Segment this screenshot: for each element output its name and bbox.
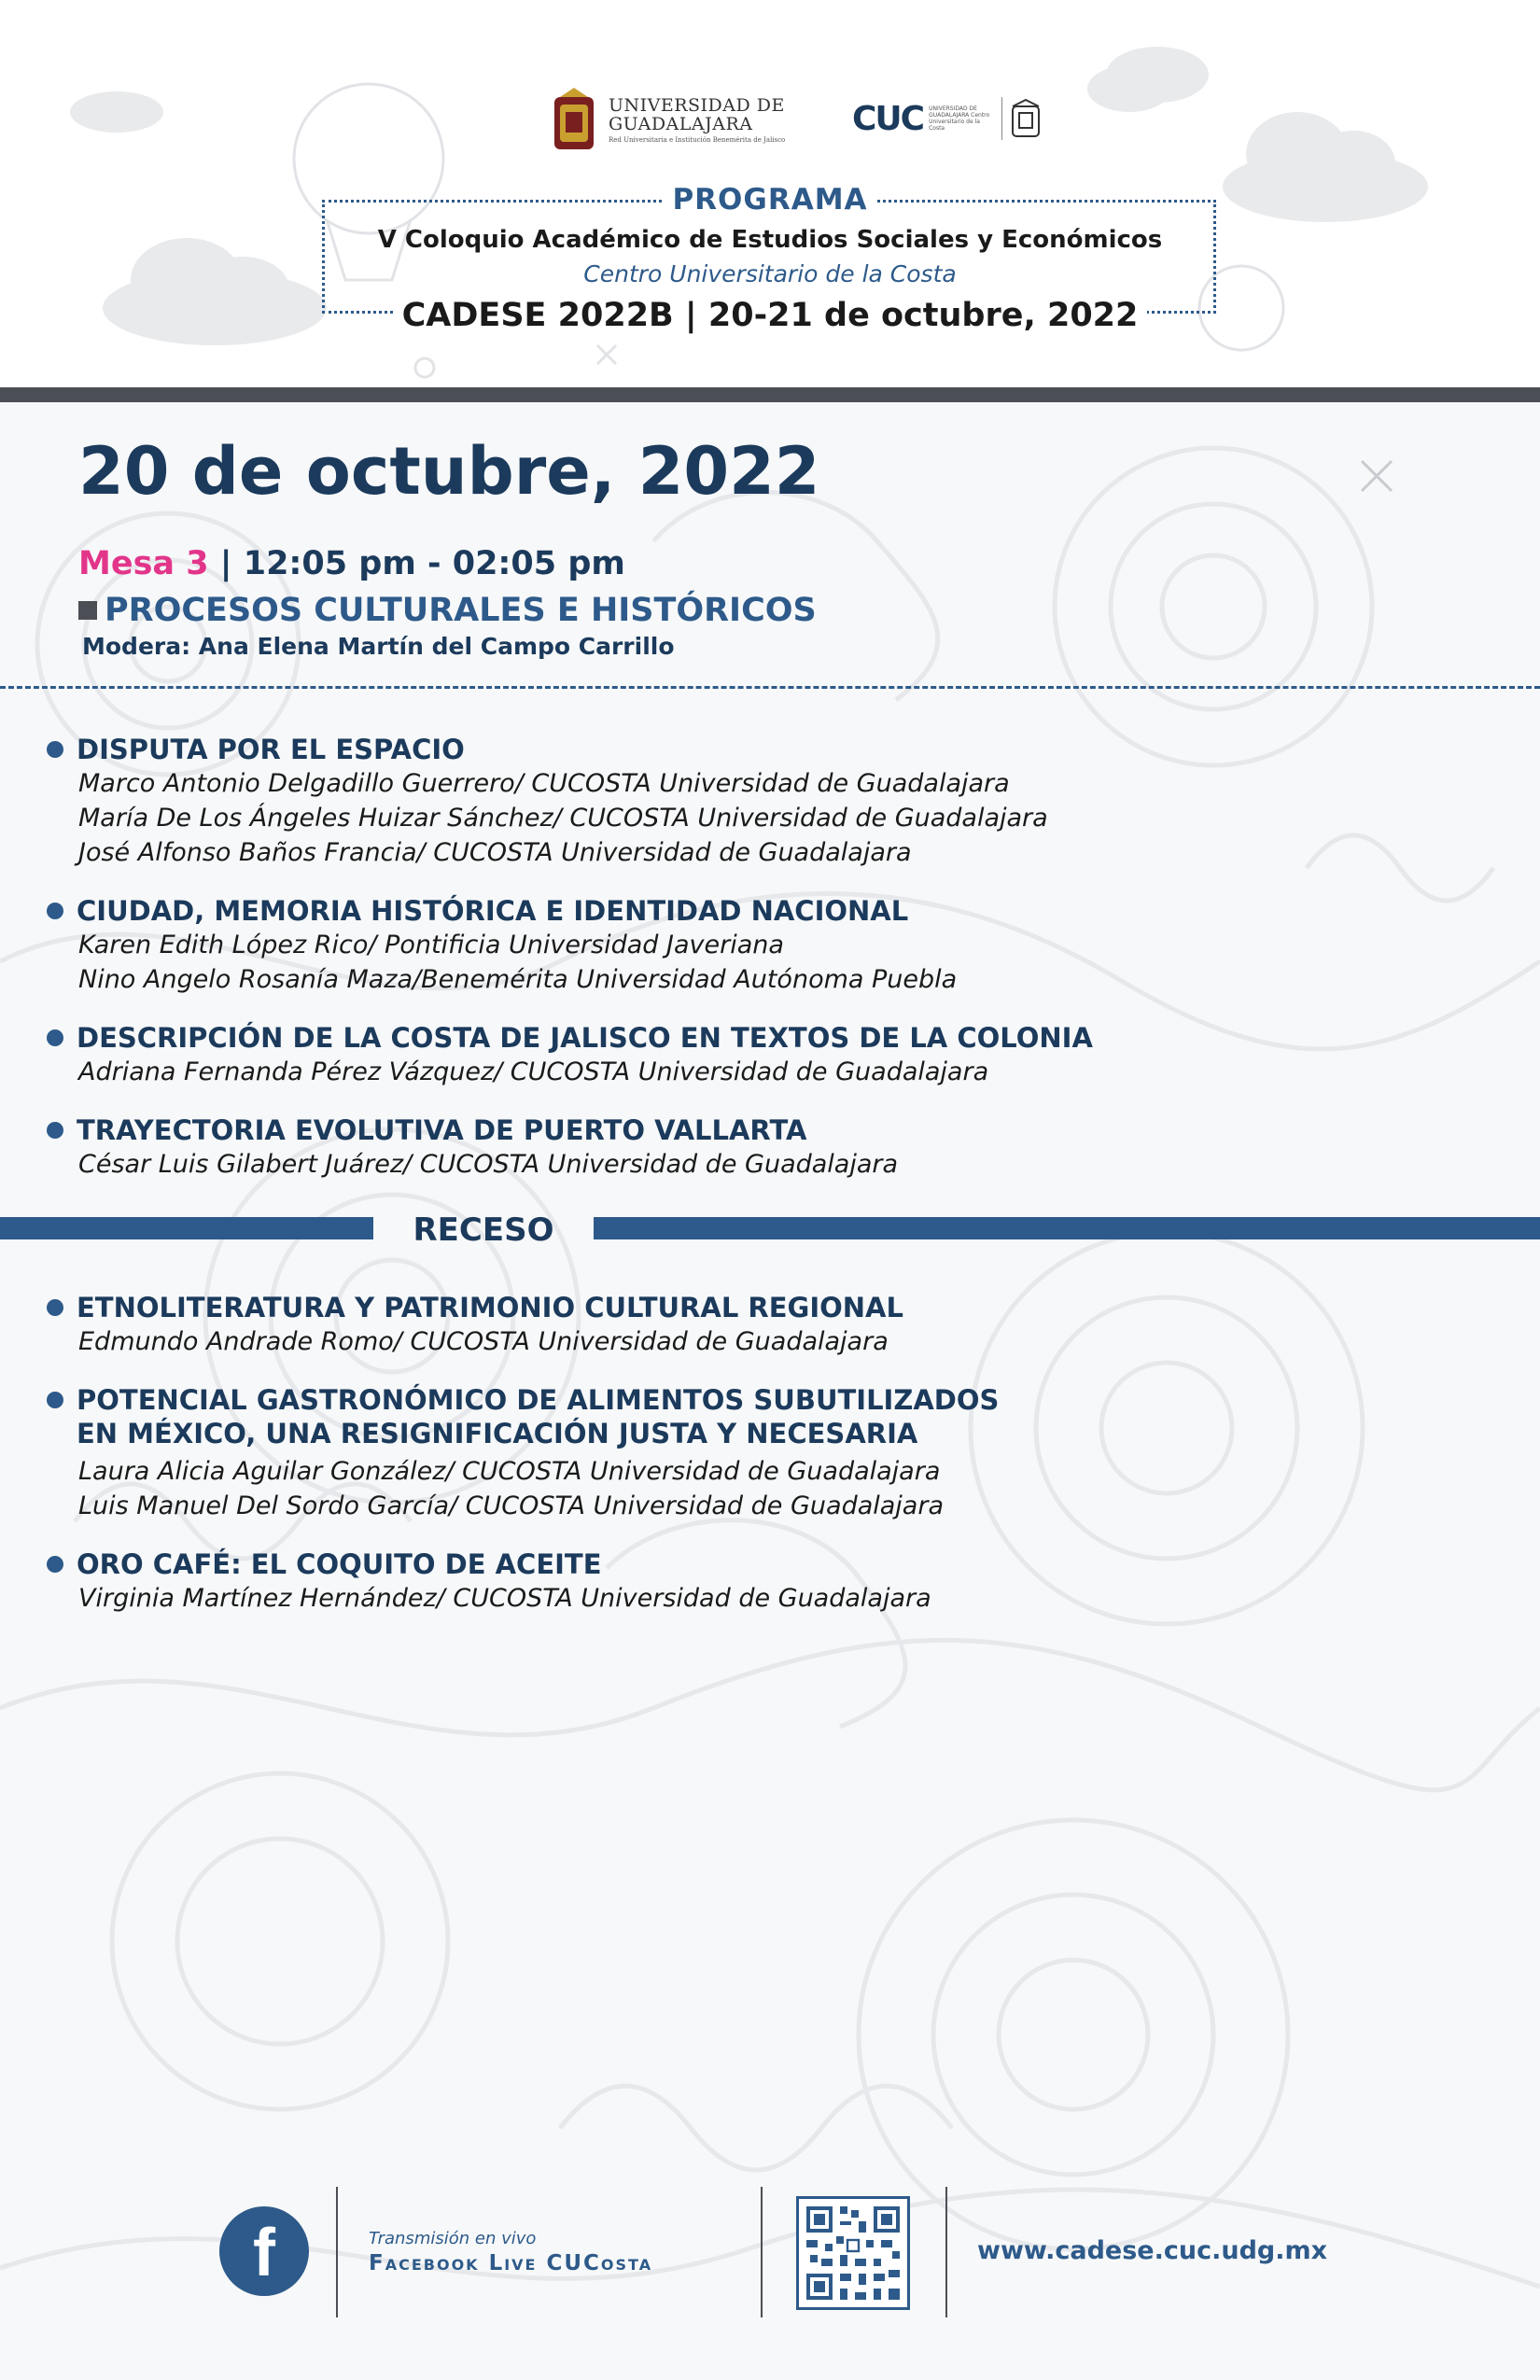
author: Nino Angelo Rosanía Maza/Benemérita Universidad Autónoma Puebla: [78, 965, 958, 994]
receso-bar-right: [594, 1217, 1540, 1239]
list-item: [45, 1291, 1501, 1359]
author: María De Los Ángeles Huizar Sánchez/ CUCOSTA Universidad de Guadalajara: [78, 804, 1048, 833]
author: José Alfonso Baños Francia/ CUCOSTA Universidad de Guadalajara: [78, 838, 912, 867]
paper-title-line2: EN MÉXICO, UNA RESIGNIFICACIÓN JUSTA Y NECESARIA: [77, 1418, 918, 1449]
author: César Luis Gilabert Juárez/ CUCOSTA Universidad de Guadalajara: [78, 1150, 899, 1179]
facebook-icon[interactable]: [219, 2206, 309, 2296]
bullet-dot-icon: [47, 1556, 63, 1573]
author: Laura Alicia Aguilar González/ CUCOSTA Universidad de Guadalajara: [78, 1457, 941, 1486]
list-item: [45, 733, 1501, 870]
receso-divider: [0, 1211, 1540, 1249]
mesa-line: [78, 545, 625, 582]
centro-title: Centro Universitario de la Costa: [583, 260, 957, 287]
paper-title: TRAYECTORIA EVOLUTIVA DE PUERTO VALLARTA: [77, 1114, 807, 1146]
paper-title: CIUDAD, MEMORIA HISTÓRICA E IDENTIDAD NACIONAL: [77, 895, 909, 927]
mesa-topic: [78, 592, 817, 629]
session-block-1: [45, 733, 1501, 1206]
udg-logo: [551, 86, 785, 155]
mesa-label: Mesa 3: [78, 545, 209, 582]
close-icon: [1358, 457, 1395, 495]
bullet-dot-icon: [47, 1029, 63, 1046]
mesa-time: | 12:05 pm - 02:05 pm: [208, 545, 625, 582]
cuc-mark: CUC: [852, 99, 924, 138]
receso-label: RECESO: [413, 1211, 554, 1249]
square-bullet-icon: [78, 601, 97, 620]
paper-title: DISPUTA POR EL ESPACIO: [77, 734, 465, 765]
list-item: [45, 1113, 1501, 1182]
paper-title: DESCRIPCIÓN DE LA COSTA DE JALISCO EN TEXTOS DE LA COLONIA: [77, 1022, 1093, 1054]
paper-title: ORO CAFÉ: EL COQUITO DE ACEITE: [77, 1548, 602, 1580]
programa-title: PROGRAMA: [663, 183, 876, 217]
bullet-dot-icon: [47, 903, 63, 919]
list-item: [45, 1021, 1501, 1089]
paper-title: POTENCIAL GASTRONÓMICO DE ALIMENTOS SUBUTILIZADOS: [77, 1384, 1000, 1416]
header: [0, 0, 1540, 387]
topic-label: PROCESOS CULTURALES E HISTÓRICOS: [105, 592, 817, 629]
author: Karen Edith López Rico/ Pontificia Universidad Javeriana: [78, 931, 784, 959]
author: Adriana Fernanda Pérez Vázquez/ CUCOSTA Universidad de Guadalajara: [78, 1057, 989, 1086]
coloquio-title: V Coloquio Académico de Estudios Sociales y Económicos: [377, 226, 1163, 254]
moderator: Modera: Ana Elena Martín del Campo Carrillo: [82, 633, 675, 660]
day-date: 20 de octubre, 2022: [78, 433, 820, 510]
footer-separator: [945, 2187, 947, 2317]
udg-line2: GUADALAJARA: [609, 113, 753, 134]
udg-line1: UNIVERSIDAD DE: [609, 94, 785, 116]
author: Edmundo Andrade Romo/ CUCOSTA Universidad de Guadalajara: [78, 1327, 889, 1356]
list-item: [45, 1547, 1501, 1616]
cadese-dates: CADESE 2022B | 20-21 de octubre, 2022: [393, 297, 1148, 334]
footer-separator: [761, 2187, 763, 2317]
bullet-dot-icon: [47, 1122, 63, 1139]
bullet-dot-icon: [47, 1392, 63, 1408]
author: Marco Antonio Delgadillo Guerrero/ CUCOSTA Universidad de Guadalajara: [78, 769, 1010, 798]
cuc-logo: [852, 97, 1042, 140]
footer-separator: [336, 2187, 338, 2317]
paper-title: ETNOLITERATURA Y PATRIMONIO CULTURAL REGIONAL: [77, 1292, 903, 1323]
udg-crest-small-icon: [1010, 99, 1042, 138]
bullet-dot-icon: [47, 1299, 63, 1316]
udg-crest-icon: [551, 86, 597, 155]
receso-bar-left: [0, 1217, 373, 1239]
website-link[interactable]: www.cadese.cuc.udg.mx: [977, 2236, 1328, 2265]
header-divider-bar: [0, 387, 1540, 402]
facebook-glyph: f: [253, 2216, 275, 2290]
qr-code-icon[interactable]: [796, 2196, 910, 2310]
author: Virginia Martínez Hernández/ CUCOSTA Universidad de Guadalajara: [78, 1584, 931, 1613]
list-item: [45, 1383, 1501, 1523]
qr-code-graphic: [799, 2199, 907, 2307]
transmision-label: Transmisión en vivo: [369, 2229, 537, 2248]
dashed-divider: [0, 686, 1540, 689]
author: Luis Manuel Del Sordo García/ CUCOSTA Universidad de Guadalajara: [78, 1491, 944, 1520]
list-item: [45, 894, 1501, 997]
udg-line3: Red Universitaria e Institución Benemérita de Jalisco: [609, 135, 786, 144]
facebook-live-link[interactable]: Facebook Live CUCosta: [369, 2251, 653, 2275]
session-block-2: [45, 1291, 1501, 1640]
bullet-dot-icon: [47, 741, 63, 758]
cuc-separator: [1001, 97, 1002, 140]
cuc-small-text: UNIVERSIDAD DE GUADALAJARA Centro Universitario de la Costa: [929, 105, 990, 133]
